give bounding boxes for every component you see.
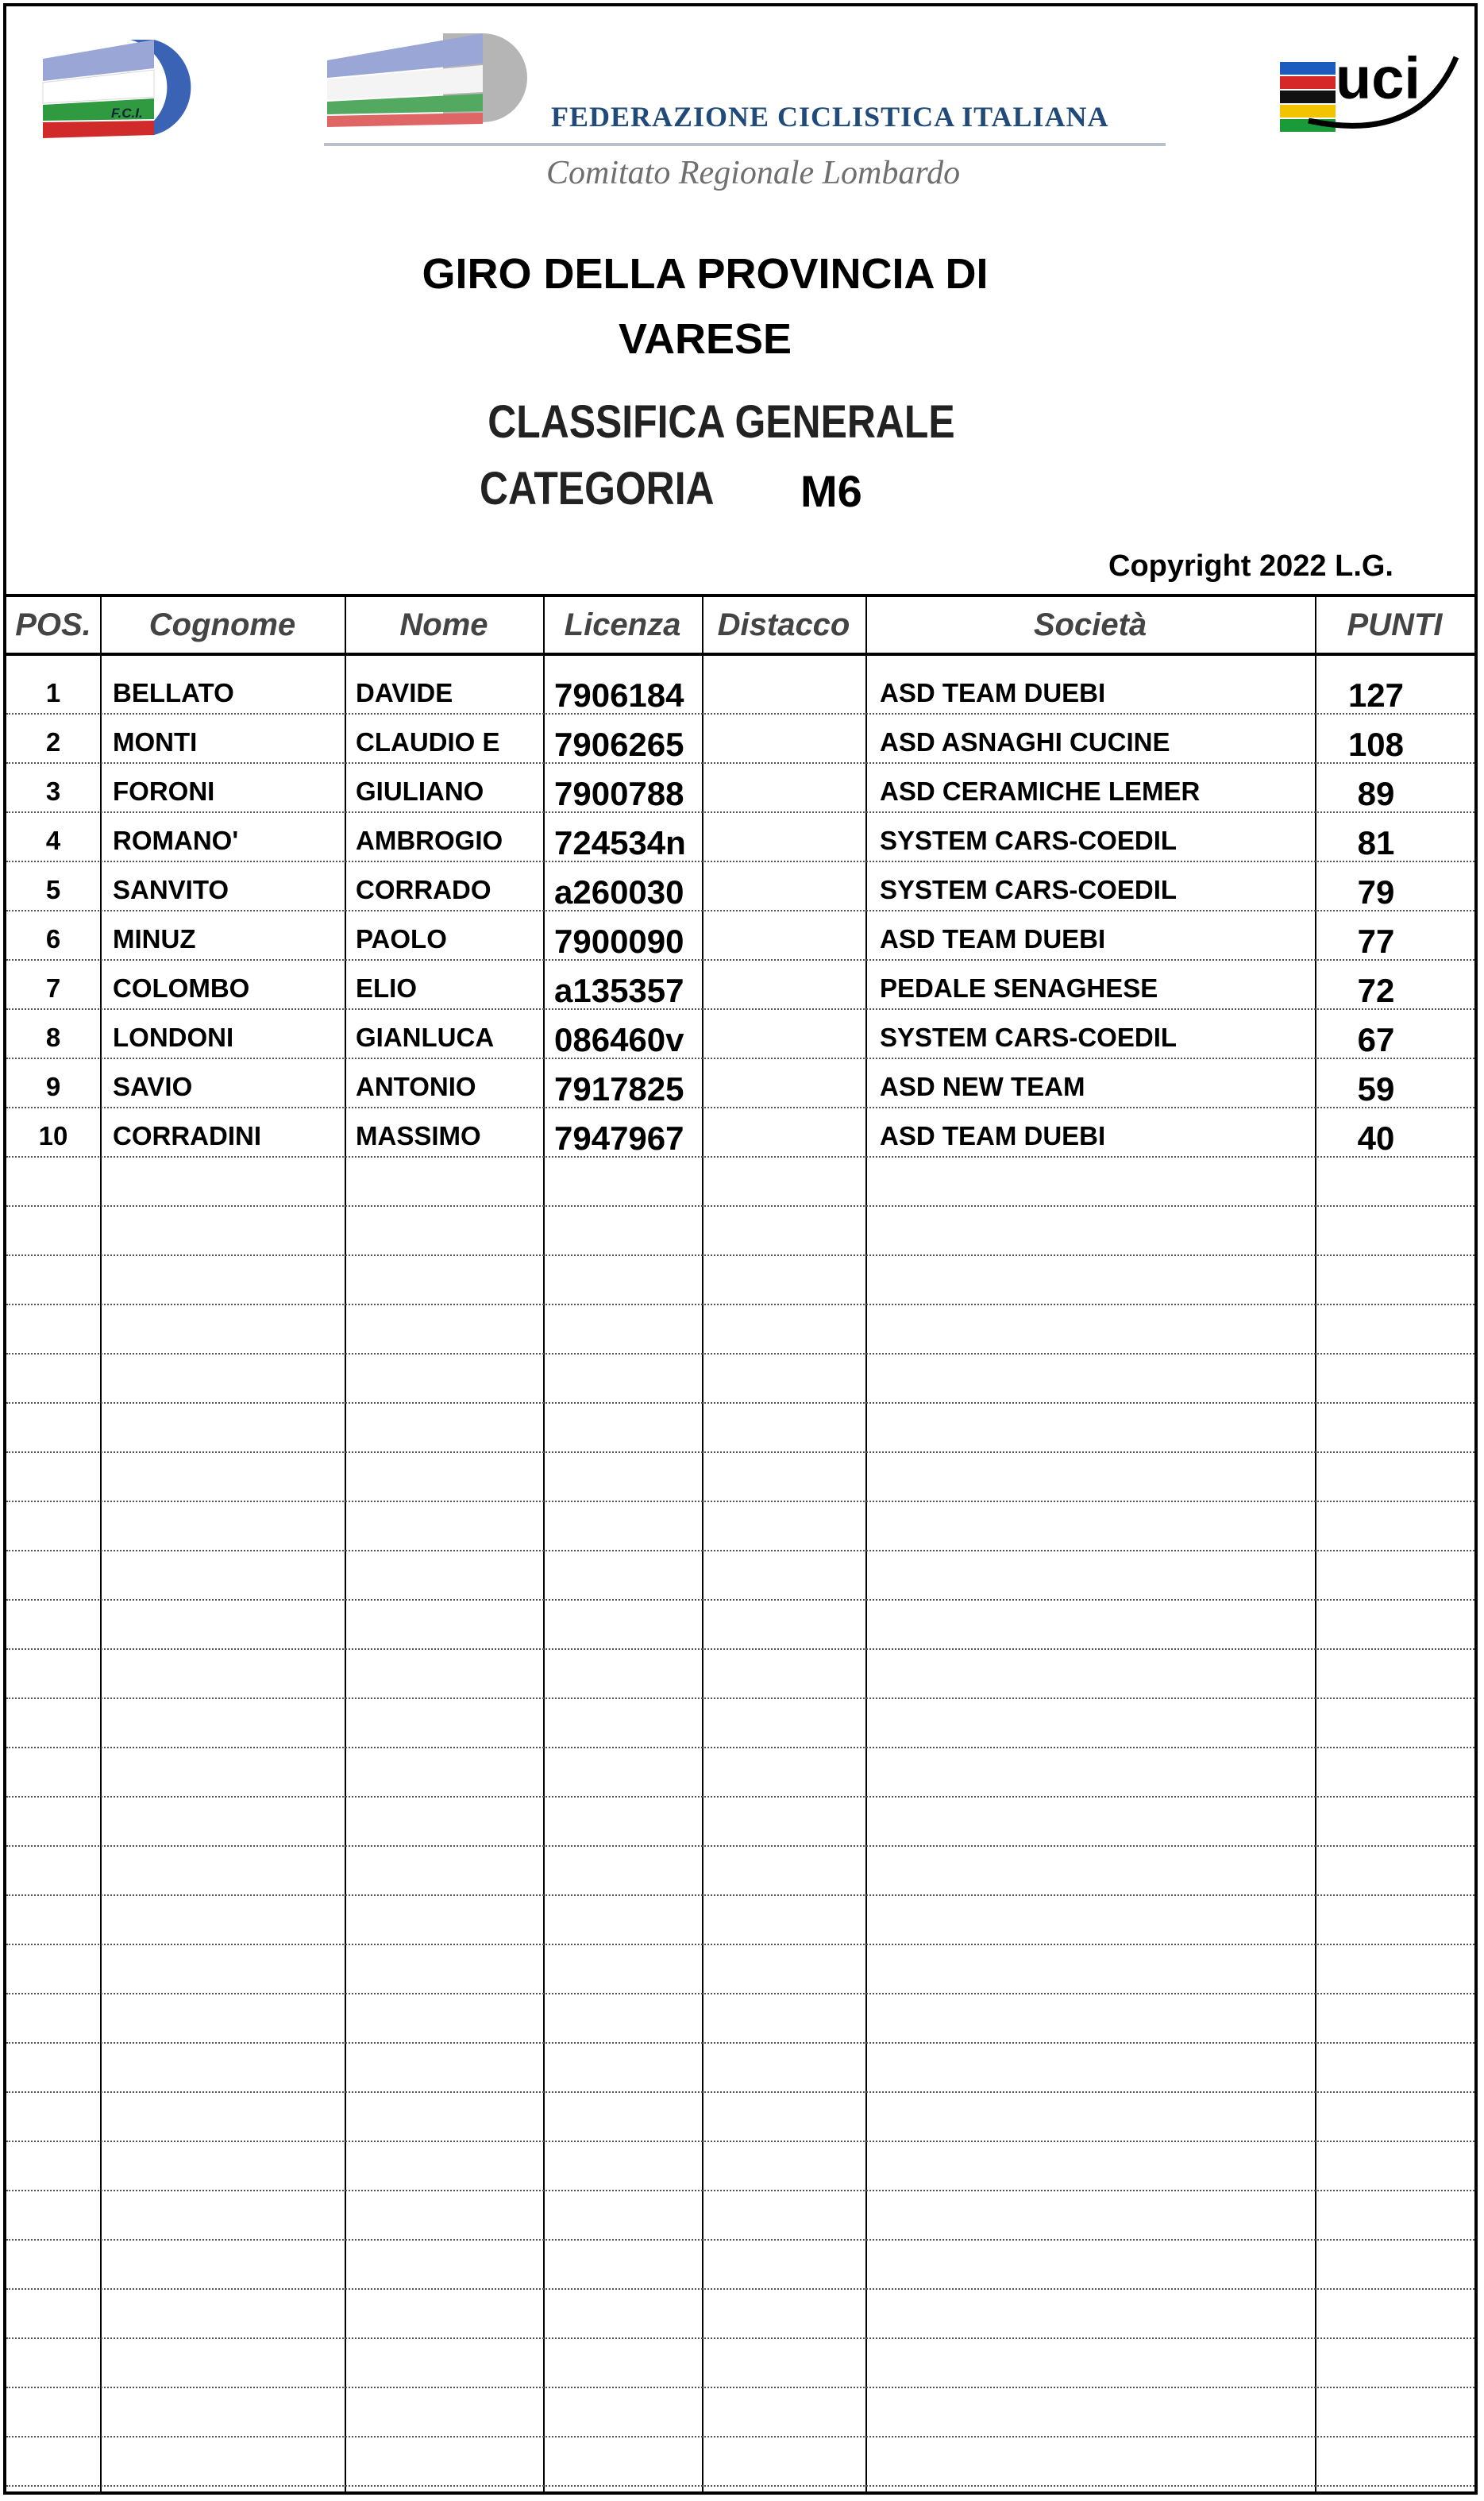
empty-table-row — [6, 1305, 1474, 1355]
cell-societa: SYSTEM CARS-COEDIL — [880, 1023, 1178, 1052]
federation-name: FEDERAZIONE CICLISTICA ITALIANA — [551, 101, 1109, 133]
table-row — [6, 862, 1474, 911]
cell-punti: 77 — [1357, 923, 1395, 960]
cell-cognome: LONDONI — [113, 1023, 234, 1052]
race-title-line1: GIRO DELLA PROVINCIA DI — [422, 250, 989, 298]
cell-societa: SYSTEM CARS-COEDIL — [880, 826, 1178, 855]
federazione-flag-logo — [324, 29, 554, 140]
empty-table-row — [6, 1551, 1474, 1601]
cell-pos: 1 — [45, 678, 61, 707]
cell-licenza: 7917825 — [554, 1070, 684, 1108]
cell-cognome: CORRADINI — [113, 1121, 261, 1150]
table-row — [6, 715, 1474, 764]
cell-nome: GIULIANO — [356, 777, 484, 806]
header-divider — [324, 143, 1166, 146]
empty-table-row — [6, 2388, 1474, 2437]
cell-societa: PEDALE SENAGHESE — [880, 973, 1158, 1003]
standings-table — [6, 594, 1474, 2495]
cell-cognome: COLOMBO — [113, 973, 250, 1003]
table-row — [6, 764, 1474, 813]
cell-nome: ELIO — [356, 973, 418, 1003]
cell-cognome: FORONI — [113, 777, 215, 806]
cell-punti: 72 — [1357, 972, 1395, 1009]
empty-table-row — [6, 2339, 1474, 2388]
cell-societa: ASD TEAM DUEBI — [880, 924, 1106, 954]
cell-punti: 81 — [1357, 824, 1395, 861]
results-sheet — [3, 3, 1478, 2495]
empty-table-row — [6, 1601, 1474, 1650]
cell-licenza: a135357 — [554, 972, 684, 1009]
cell-punti: 59 — [1357, 1070, 1395, 1108]
cell-licenza: 7947967 — [554, 1119, 684, 1157]
cell-nome: AMBROGIO — [356, 826, 503, 855]
empty-table-row — [6, 2487, 1474, 2495]
header-cognome: Cognome — [148, 607, 296, 642]
cell-nome: PAOLO — [356, 924, 447, 954]
table-row — [6, 911, 1474, 961]
empty-table-row — [6, 1896, 1474, 1945]
empty-table-row — [6, 1453, 1474, 1502]
header-gap — [6, 656, 1474, 665]
cell-societa: ASD ASNAGHI CUCINE — [880, 727, 1170, 757]
race-title-line2: VARESE — [618, 315, 792, 363]
cell-nome: GIANLUCA — [356, 1023, 495, 1052]
cell-pos: 4 — [45, 826, 61, 855]
cell-punti: 40 — [1357, 1119, 1395, 1157]
cell-cognome: ROMANO' — [113, 826, 239, 855]
empty-table-row — [6, 1256, 1474, 1305]
cell-licenza: 7900090 — [554, 923, 684, 960]
category-value: M6 — [800, 466, 862, 516]
cell-cognome: SAVIO — [113, 1072, 193, 1101]
cell-licenza: 7906265 — [554, 726, 684, 763]
cell-societa: ASD CERAMICHE LEMER — [880, 777, 1201, 806]
cell-pos: 5 — [45, 875, 61, 904]
svg-text:F.C.I.: F.C.I. — [111, 106, 143, 121]
cell-cognome: SANVITO — [113, 875, 229, 904]
empty-table-row — [6, 2142, 1474, 2191]
cell-societa: ASD NEW TEAM — [880, 1072, 1085, 1101]
empty-table-row — [6, 2241, 1474, 2290]
header-distacco: Distacco — [717, 607, 850, 642]
table-row — [6, 665, 1474, 715]
cell-cognome: MONTI — [113, 727, 198, 757]
cell-pos: 8 — [45, 1023, 61, 1052]
header-societa: Società — [1033, 607, 1147, 642]
header-punti: PUNTI — [1347, 607, 1443, 642]
cell-cognome: MINUZ — [113, 924, 196, 954]
table-body — [6, 665, 1474, 2495]
cell-pos: 2 — [45, 727, 61, 757]
cell-nome: CLAUDIO E — [356, 727, 500, 757]
empty-table-row — [6, 1502, 1474, 1551]
cell-cognome: BELLATO — [113, 678, 234, 707]
fci-logo — [35, 35, 213, 140]
committee-name: Comitato Regionale Lombardo — [546, 155, 961, 191]
empty-table-row — [6, 1994, 1474, 2044]
empty-table-row — [6, 1404, 1474, 1453]
table-row — [6, 1059, 1474, 1108]
header-pos: POS. — [15, 607, 91, 642]
cell-licenza: 724534n — [554, 824, 686, 861]
empty-table-row — [6, 2437, 1474, 2487]
cell-punti: 79 — [1357, 873, 1395, 911]
cell-punti: 67 — [1357, 1021, 1395, 1058]
empty-table-row — [6, 1158, 1474, 1207]
cell-nome: MASSIMO — [356, 1121, 481, 1150]
cell-societa: ASD TEAM DUEBI — [880, 678, 1106, 707]
cell-pos: 6 — [45, 924, 61, 954]
header-licenza: Licenza — [564, 607, 681, 642]
cell-nome: CORRADO — [356, 875, 491, 904]
cell-licenza: a260030 — [554, 873, 684, 911]
cell-nome: DAVIDE — [356, 678, 453, 707]
cell-pos: 3 — [45, 777, 61, 806]
cell-punti: 108 — [1347, 726, 1405, 763]
cell-pos: 9 — [45, 1072, 61, 1101]
cell-societa: SYSTEM CARS-COEDIL — [880, 875, 1178, 904]
empty-table-row — [6, 1798, 1474, 1847]
cell-societa: ASD TEAM DUEBI — [880, 1121, 1106, 1150]
empty-table-row — [6, 2290, 1474, 2339]
cell-licenza: 7900788 — [554, 775, 684, 812]
uci-logo — [1277, 33, 1467, 141]
empty-table-row — [6, 1699, 1474, 1748]
cell-licenza: 7906184 — [554, 676, 684, 714]
cell-punti: 89 — [1357, 775, 1395, 812]
table-row — [6, 813, 1474, 862]
table-header — [6, 594, 1474, 656]
empty-table-row — [6, 1847, 1474, 1896]
empty-table-row — [6, 1945, 1474, 1994]
empty-table-row — [6, 1748, 1474, 1798]
empty-table-row — [6, 1207, 1474, 1256]
empty-table-row — [6, 1355, 1474, 1404]
classification-title: CLASSIFICA GENERALE — [488, 396, 955, 448]
cell-pos: 7 — [45, 973, 61, 1003]
table-row — [6, 961, 1474, 1010]
cell-licenza: 086460v — [554, 1021, 684, 1058]
empty-table-row — [6, 2191, 1474, 2241]
cell-punti: 127 — [1347, 676, 1405, 714]
table-row — [6, 1108, 1474, 1158]
category-label: CATEGORIA — [480, 463, 715, 514]
header-nome: Nome — [399, 607, 488, 642]
table-row — [6, 1010, 1474, 1059]
cell-pos: 10 — [38, 1121, 68, 1150]
empty-table-row — [6, 2044, 1474, 2093]
empty-table-row — [6, 2093, 1474, 2142]
cell-nome: ANTONIO — [356, 1072, 476, 1101]
empty-table-row — [6, 1650, 1474, 1699]
copyright-note: Copyright 2022 L.G. — [1108, 549, 1393, 583]
svg-text:uci: uci — [1336, 45, 1420, 111]
